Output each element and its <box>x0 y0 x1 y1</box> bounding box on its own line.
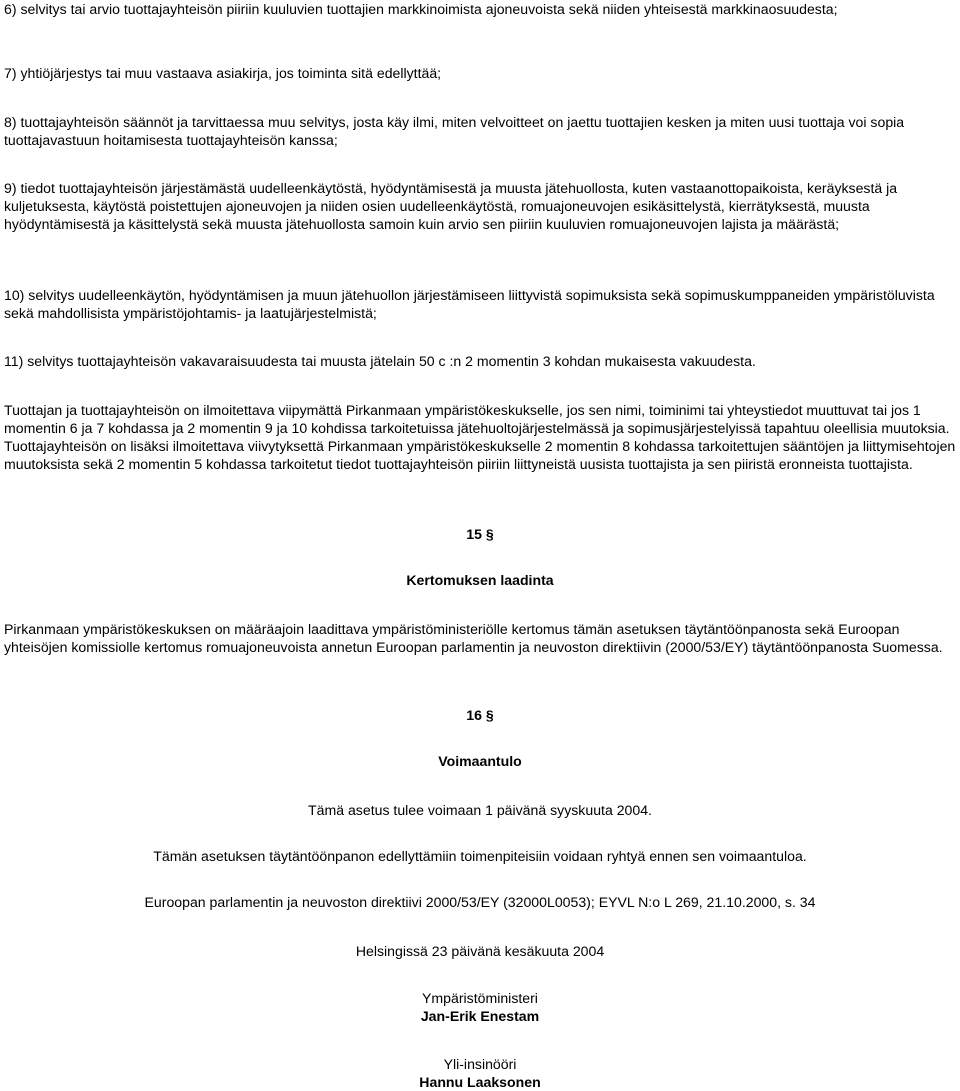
section-15-number: 15 § <box>466 526 494 542</box>
section-16-number: 16 § <box>466 707 494 723</box>
implementation-measures: Tämän asetuksen täytäntöönpanon edellyttämiin toimenpiteisiin voidaan ryhtyä ennen sen voimaantuloa. <box>153 848 807 864</box>
section-15-heading: Kertomuksen laadinta <box>406 572 554 588</box>
directive-reference: Euroopan parlamentin ja neuvoston direktiivi 2000/53/EY (32000L0053); EYVL N:o L 269, 21.10.2000, s. 34 <box>144 894 816 910</box>
list-item-8: 8) tuottajayhteisön säännöt ja tarvittaessa muu selvitys, josta käy ilmi, miten velvoitteet on jaettu tuottajien kesken ja miten uusi tuottaja voi sopia tuottajavastuun hoitamisesta tuottajayhteisön kanssa; <box>4 114 905 148</box>
entry-into-force: Tämä asetus tulee voimaan 1 päivänä syyskuuta 2004. <box>308 802 652 818</box>
section-16-heading: Voimaantulo <box>438 753 522 769</box>
signing-place-date: Helsingissä 23 päivänä kesäkuuta 2004 <box>355 943 605 959</box>
list-item-10: 10) selvitys uudelleenkäytön, hyödyntämisen ja muun jätehuollon järjestämiseen liittyvistä sopimuksista sekä sopimuskumppaneiden ympäristöluvista sekä mahdollisista ympäristöjohtamis- ja laatujärjestelmistä; <box>4 287 935 321</box>
notice-paragraph: Tuottajan ja tuottajayhteisön on ilmoitettava viipymättä Pirkanmaan ympäristökeskukselle, jos sen nimi, toiminimi tai yhteystiedot muuttuvat tai jos 1 momentin 6 ja 7 kohdassa ja 2 momentin 9 ja 10 kohdissa tarkoitetuissa jätehuoltojärjestelmässä ja sopimusjärjestelyissä tapahtuu oleellisia muutoksia. Tuottajayhteisön on lisäksi ilmoitettava viivytyksettä Pirkanmaan ympäristökeskukselle 2 momentin 8 kohdassa tarkoitettujen sääntöjen ja liittymisehtojen muutoksista sekä 2 momentin 5 kohdassa tarkoitetut tiedot tuottajayhteisön piiriin liittyneistä uusista tuottajista ja sen piiristä eronneista tuottajista. <box>4 402 956 472</box>
section-15-body: Pirkanmaan ympäristökeskuksen on määräajoin laadittava ympäristöministeriölle kertomus tämän asetuksen täytäntöönpanosta sekä Euroopan yhteisöjen komissiolle kertomus romuajoneuvoista annetun Euroopan parlamentin ja neuvoston direktiivin (2000/53/EY) täytäntöönpanosta Suomessa. <box>4 621 943 655</box>
list-item-7: 7) yhtiöjärjestys tai muu vastaava asiakirja, jos toiminta sitä edellyttää; <box>4 65 442 81</box>
list-item-9: 9) tiedot tuottajayhteisön järjestämästä uudelleenkäytöstä, hyödyntämisestä ja muusta jätehuollosta, kuten vastaanottopaikoista, keräyksestä ja kuljetuksesta, käytöstä poistettujen ajoneuvojen ja niiden osien uudelleenkäytöstä, romuajoneuvojen esikäsittelystä, kierrätyksestä, muusta hyödyntämisestä ja käsittelystä sekä muusta jätehuollosta samoin kuin arvio sen piiriin kuuluvien romuajoneuvojen lajista ja määrästä; <box>4 180 898 232</box>
signer-1-name: Jan-Erik Enestam <box>420 1008 540 1024</box>
list-item-6: 6) selvitys tai arvio tuottajayhteisön piiriin kuuluvien tuottajien markkinoimista ajoneuvoista sekä niiden yhteisestä markkinaosuudesta; <box>4 1 838 17</box>
signer-1-title: Ympäristöministeri <box>422 990 538 1006</box>
list-item-11: 11) selvitys tuottajayhteisön vakavaraisuudesta tai muusta jätelain 50 c :n 2 momentin 3 kohdan mukaisesta vakuudesta. <box>4 353 756 369</box>
signer-2-title: Yli-insinööri <box>443 1056 517 1072</box>
signer-2-name: Hannu Laaksonen <box>419 1074 541 1090</box>
